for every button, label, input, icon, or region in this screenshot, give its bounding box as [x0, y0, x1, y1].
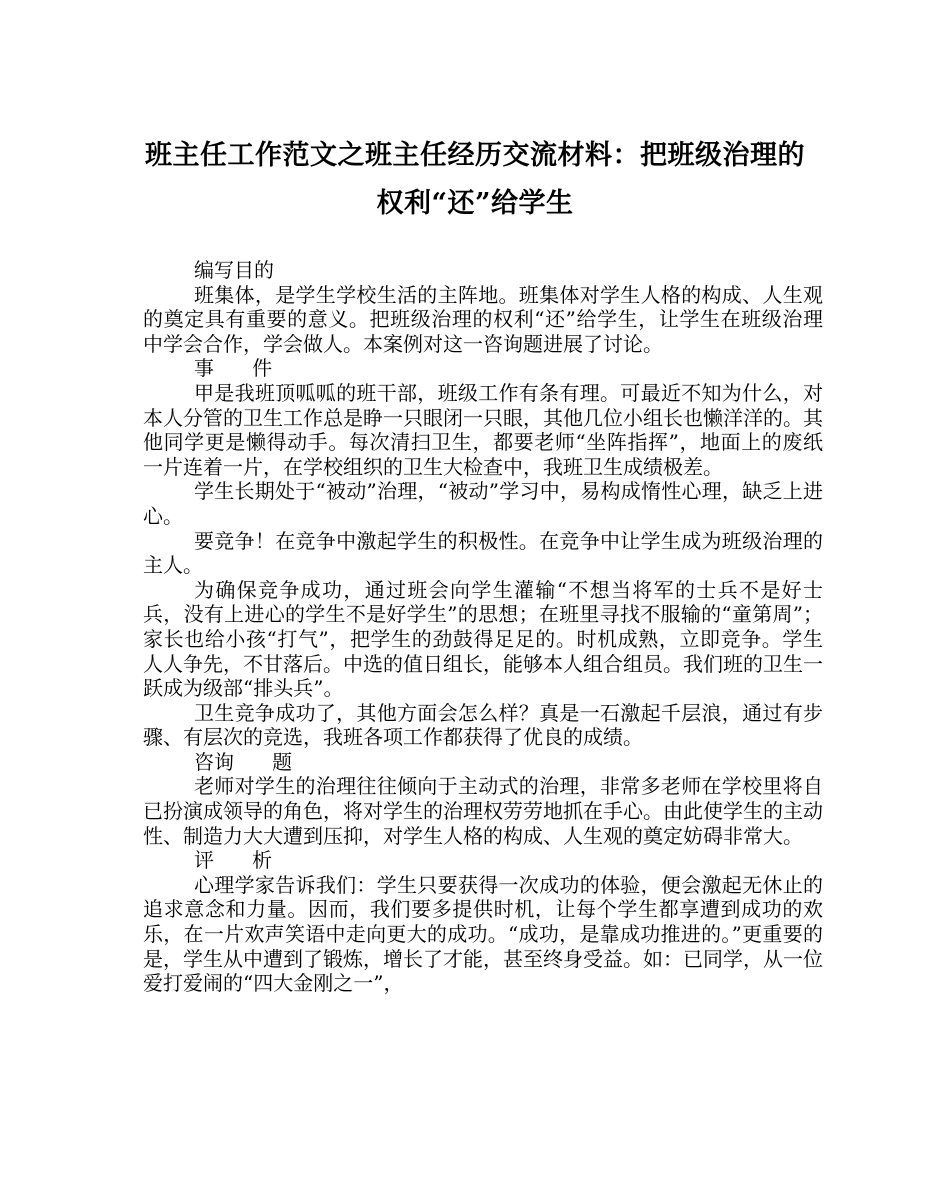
- paragraph: 学生长期处于“被动”治理，“被动”学习中，易构成惰性心理，缺乏上进心。: [143, 479, 823, 528]
- section-heading-event: 事 件: [194, 356, 273, 381]
- paragraph: 要竞争！在竞争中激起学生的积极性。在竞争中让学生成为班级治理的主人。: [143, 528, 823, 578]
- document-body: [143, 258, 823, 996]
- paragraph: 班集体，是学生学校生活的主阵地。班集体对学生人格的构成、人生观的奠定具有重要的意义。把班级治理的权利“还”给学生，让学生在班级治理中学会合作，学会做人。本案例对这一咨询题进展了讨论。: [143, 282, 823, 356]
- section-heading-question: 咨询 题: [194, 749, 293, 774]
- paragraph: 老师对学生的治理往往倾向于主动式的治理，非常多老师在学校里将自已扮演成领导的角色，将对学生的治理权劳劳地抓在手心。由此使学生的主动性、制造力大大遭到压抑，对学生人格的构成、人生观的奠定妨碍非常大。: [143, 774, 823, 848]
- section-heading-purpose: 编写目的: [194, 258, 274, 282]
- section-heading-analysis: 评 析: [194, 848, 273, 873]
- paragraph: 卫生竞争成功了，其他方面会怎么样？真是一石激起千层浪，通过有步骤、有层次的竞选，我班各项工作都获得了优良的成绩。: [143, 700, 823, 750]
- paragraph: 为确保竞争成功，通过班会向学生灌输“不想当将军的士兵不是好士兵，没有上进心的学生不是好学生”的思想；在班里寻找不服输的“童第周”；家长也给小孩“打气”，把学生的劲鼓得足足的。时机成熟，立即竞争。学生人人争先，不甘落后。中选的值日组长，能够本人组合组员。我们班的卫生一跃成为级部“排头兵”。: [143, 577, 823, 701]
- paragraph: 心理学家告诉我们：学生只要获得一次成功的体验，便会激起无休止的追求意念和力量。因而，我们要多提供时机，让每个学生都享遭到成功的欢乐，在一片欢声笑语中走向更大的成功。“成功，是靠成功推进的。”更重要的是，学生从中遭到了锻炼，增长了才能，甚至终身受益。如：已同学，从一位爱打爱闹的“四大金刚之一”，: [143, 872, 823, 996]
- paragraph: 甲是我班顶呱呱的班干部，班级工作有条有理。可最近不知为什么，对本人分管的卫生工作总是睁一只眼闭一只眼，其他几位小组长也懒洋洋的。其他同学更是懒得动手。每次清扫卫生，都要老师“坐阵指挥”，地面上的废纸一片连着一片，在学校组织的卫生大检查中，我班卫生成绩极差。: [143, 380, 823, 479]
- document-title: 班主任工作范文之班主任经历交流材料：把班级治理的权利“还”给学生: [145, 140, 805, 219]
